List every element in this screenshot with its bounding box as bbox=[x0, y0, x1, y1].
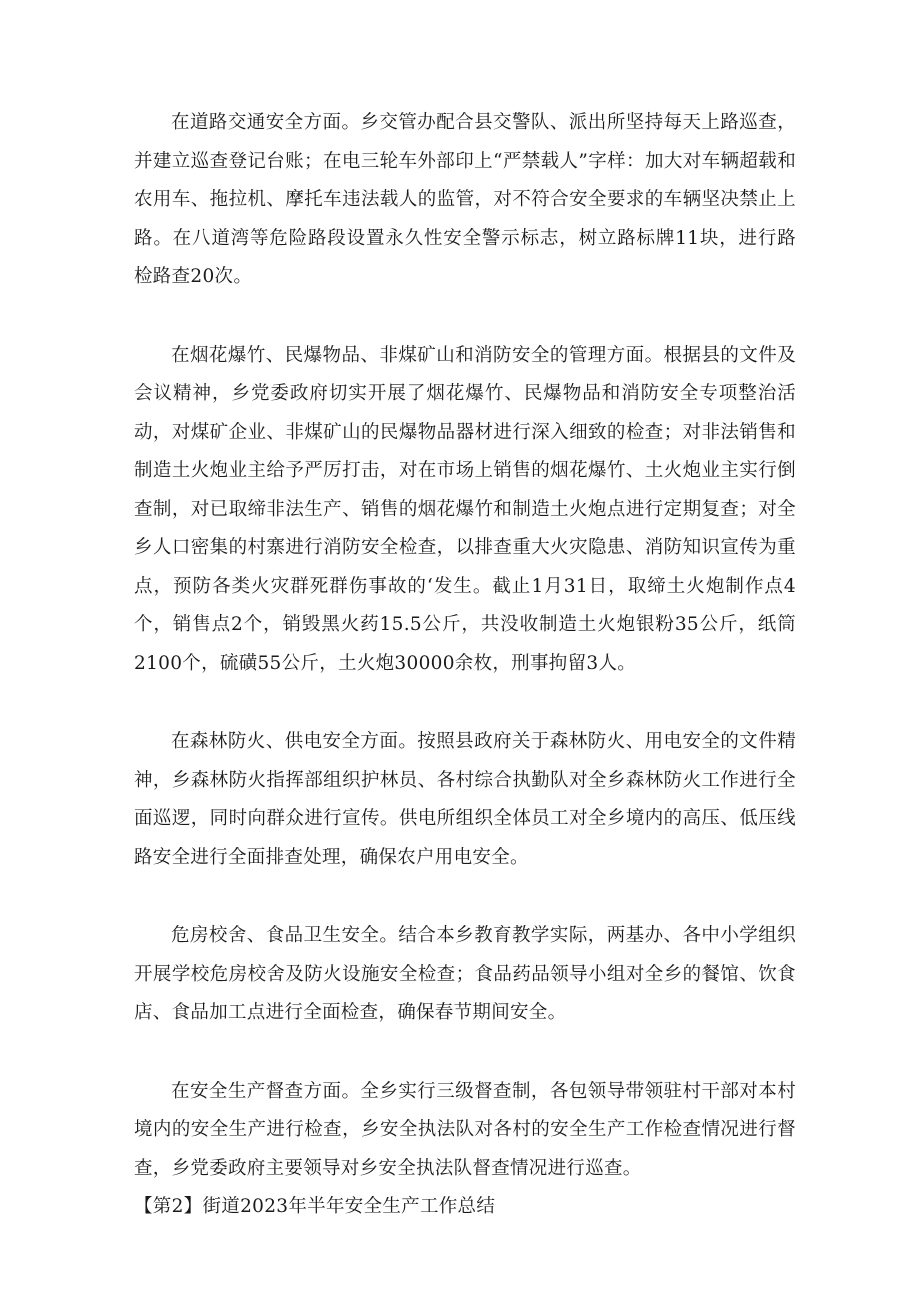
paragraph-fireworks: 在烟花爆竹、民爆物品、非煤矿山和消防安全的管理方面。根据县的文件及会议精神，乡党委政府切实开展了烟花爆竹、民爆物品和消防安全专项整治活动，对煤矿企业、非煤矿山的民爆物品器材进行深入细致的检查；对非法销售和制造土火炮业主给予严厉打击，对在市场上销售的烟花爆竹、土火炮业主实行倒查制，对已取缔非法生产、销售的烟花爆竹和制造土火炮点进行定期复查；对全乡人口密集的村寨进行消防安全检查，以排查重大火灾隐患、消防知识宣传为重点，预防各类火灾群死群伤事故的‘发生。截止1月31日，取缔土火炮制作点4个，销售点2个，销毁黑火药15.5公斤，共没收制造土火炮银粉35公斤，纸筒2100个，硫磺55公斤，土火炮30000余枚，刑事拘留3人。 bbox=[134, 344, 796, 674]
paragraph-gap bbox=[134, 297, 796, 337]
paragraph-gap bbox=[134, 683, 796, 723]
paragraph-school-food: 危房校舍、食品卫生安全。结合本乡教育教学实际，两基办、各中小学组织开展学校危房校舍及防火设施安全检查；食品药品领导小组对全乡的餐馆、饮食店、食品加工点进行全面检查，确保春节期间安全。 bbox=[134, 925, 796, 1023]
paragraph-gap bbox=[134, 1033, 796, 1073]
paragraph-forest-power: 在森林防火、供电安全方面。按照县政府关于森林防火、用电安全的文件精神，乡森林防火指挥部组织护林员、各村综合执勤队对全乡森林防火工作进行全面巡逻，同时向群众进行宣传。供电所组织全体员工对全乡境内的高压、低压线路安全进行全面排查处理，确保农户用电安全。 bbox=[134, 731, 796, 868]
section-heading: 【第2】街道2023年半年安全生产工作总结 bbox=[134, 1196, 496, 1217]
paragraph-supervision: 在安全生产督查方面。全乡实行三级督查制，各包领导带领驻村干部对本村境内的安全生产进行检查，乡安全执法队对各村的安全生产工作检查情况进行督查，乡党委政府主要领导对乡安全执法队督查情况进行巡查。 bbox=[134, 1080, 796, 1179]
paragraph-road-traffic: 在道路交通安全方面。乡交管办配合县交警队、派出所坚持每天上路巡查，并建立巡查登记台账；在电三轮车外部印上“严禁载人”字样：加大对车辆超载和农用车、拖拉机、摩托车违法载人的监管，对不符合安全要求的车辆坚决禁止上路。在八道湾等危险路段设置永久性安全警示标志，树立路标牌11块，进行路检路查20次。 bbox=[134, 112, 796, 287]
document-page bbox=[134, 104, 796, 1227]
paragraph-gap bbox=[134, 877, 796, 917]
